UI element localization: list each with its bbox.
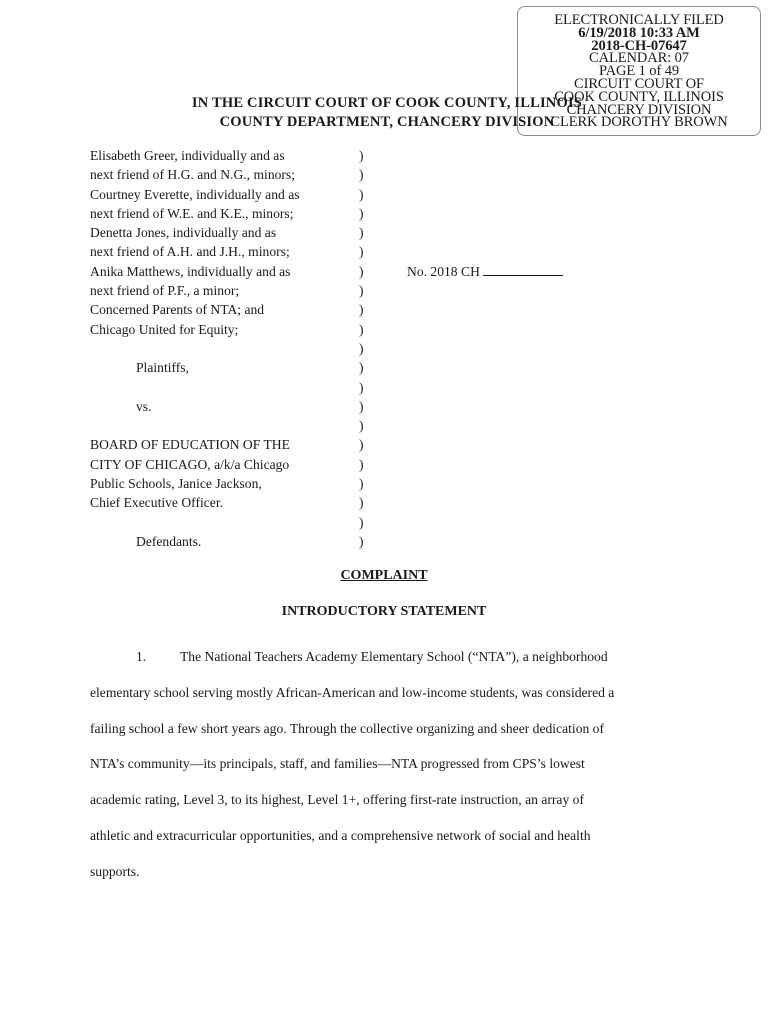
caption-parenthesis: ) bbox=[359, 167, 364, 183]
introductory-statement-heading: INTRODUCTORY STATEMENT bbox=[281, 604, 487, 619]
case-caption-parties bbox=[90, 146, 300, 551]
caption-parenthesis: ) bbox=[359, 283, 364, 299]
caption-defendants-label: Defendants. bbox=[136, 533, 202, 549]
caption-line bbox=[90, 378, 300, 397]
paragraph-1 bbox=[90, 639, 690, 890]
paragraph-line: athletic and extracurricular opportunities, and a comprehensive network of social and health bbox=[90, 827, 591, 843]
caption-parenthesis: ) bbox=[359, 456, 364, 472]
caption-parenthesis: ) bbox=[359, 205, 364, 221]
caption-line: Public Schools, Janice Jackson, bbox=[90, 476, 262, 492]
caption-line: Anika Matthews, individually and as bbox=[90, 263, 291, 279]
paragraph-line: supports. bbox=[90, 863, 140, 879]
caption-line: BOARD OF EDUCATION OF THE bbox=[90, 437, 290, 453]
caption-parenthesis: ) bbox=[359, 533, 364, 549]
caption-line bbox=[90, 339, 300, 358]
court-heading bbox=[0, 94, 768, 132]
paragraph-line bbox=[90, 639, 690, 675]
caption-parenthesis: ) bbox=[359, 379, 364, 395]
caption-parenthesis: ) bbox=[359, 263, 364, 279]
caption-parenthesis-column bbox=[359, 146, 364, 551]
caption-plaintiffs-label: Plaintiffs, bbox=[136, 360, 189, 376]
caption-line: CITY OF CHICAGO, a/k/a Chicago bbox=[90, 456, 290, 472]
caption-parenthesis: ) bbox=[359, 418, 364, 434]
paragraph-number: 1. bbox=[136, 649, 147, 664]
court-heading-line2: COUNTY DEPARTMENT, CHANCERY DIVISION bbox=[219, 114, 555, 130]
paragraph-line: failing school a few short years ago. Through the collective organizing and sheer dedication of bbox=[90, 720, 605, 736]
caption-line: Chief Executive Officer. bbox=[90, 495, 223, 511]
caption-parenthesis: ) bbox=[359, 225, 364, 241]
caption-line bbox=[90, 513, 300, 532]
case-number-blank bbox=[483, 264, 563, 276]
stamp-line-date: 6/19/2018 10:33 AM bbox=[578, 24, 700, 41]
caption-parenthesis: ) bbox=[359, 302, 364, 318]
stamp-line-division: CHANCERY DIVISION bbox=[566, 101, 712, 118]
complaint-heading: COMPLAINT bbox=[340, 568, 428, 583]
caption-line: Concerned Parents of NTA; and bbox=[90, 302, 265, 318]
caption-line: next friend of W.E. and K.E., minors; bbox=[90, 205, 294, 221]
caption-parenthesis: ) bbox=[359, 340, 364, 356]
stamp-line-case: 2018-CH-07647 bbox=[591, 37, 687, 54]
caption-line: Courtney Everette, individually and as bbox=[90, 186, 300, 202]
paragraph-line: elementary school serving mostly African-American and low-income students, was considered a bbox=[90, 684, 615, 700]
stamp-line-county: COOK COUNTY, ILLINOIS bbox=[554, 88, 724, 105]
caption-parenthesis: ) bbox=[359, 244, 364, 260]
case-number bbox=[407, 262, 563, 281]
caption-line: next friend of H.G. and N.G., minors; bbox=[90, 167, 296, 183]
case-number-label: No. 2018 CH bbox=[407, 264, 480, 279]
caption-parenthesis: ) bbox=[359, 148, 364, 163]
caption-line: Chicago United for Equity; bbox=[90, 321, 239, 337]
caption-parenthesis: ) bbox=[359, 398, 364, 414]
caption-parenthesis: ) bbox=[359, 186, 364, 202]
caption-versus: vs. bbox=[136, 398, 152, 414]
caption-parenthesis: ) bbox=[359, 437, 364, 453]
stamp-line-page: PAGE 1 of 49 bbox=[598, 63, 680, 80]
paragraph-line-text: The National Teachers Academy Elementary School (“NTA”), a neighborhood bbox=[180, 649, 608, 664]
stamp-line-court: CIRCUIT COURT OF bbox=[574, 75, 704, 92]
paragraph-line: NTA’s community—its principals, staff, and families—NTA progressed from CPS’s lowest bbox=[90, 756, 585, 772]
caption-line: next friend of A.H. and J.H., minors; bbox=[90, 244, 290, 260]
paragraph-line: academic rating, Level 3, to its highest, Level 1+, offering first-rate instruction, an array of bbox=[90, 792, 584, 808]
caption-parenthesis: ) bbox=[359, 360, 364, 376]
caption-parenthesis: ) bbox=[359, 495, 364, 511]
caption-parenthesis: ) bbox=[359, 476, 364, 492]
caption-line: next friend of P.F., a minor; bbox=[90, 283, 240, 299]
caption-parenthesis: ) bbox=[359, 514, 364, 530]
stamp-line-filed: ELECTRONICALLY FILED bbox=[554, 12, 724, 28]
caption-line bbox=[90, 416, 300, 435]
caption-line: Denetta Jones, individually and as bbox=[90, 225, 277, 241]
stamp-line-calendar: CALENDAR: 07 bbox=[589, 50, 689, 67]
caption-line: Elisabeth Greer, individually and as bbox=[90, 148, 285, 163]
court-heading-line1: IN THE CIRCUIT COURT OF COOK COUNTY, ILLINOIS bbox=[191, 95, 583, 111]
stamp-line-clerk: CLERK DOROTHY BROWN bbox=[550, 114, 728, 131]
caption-parenthesis: ) bbox=[359, 321, 364, 337]
